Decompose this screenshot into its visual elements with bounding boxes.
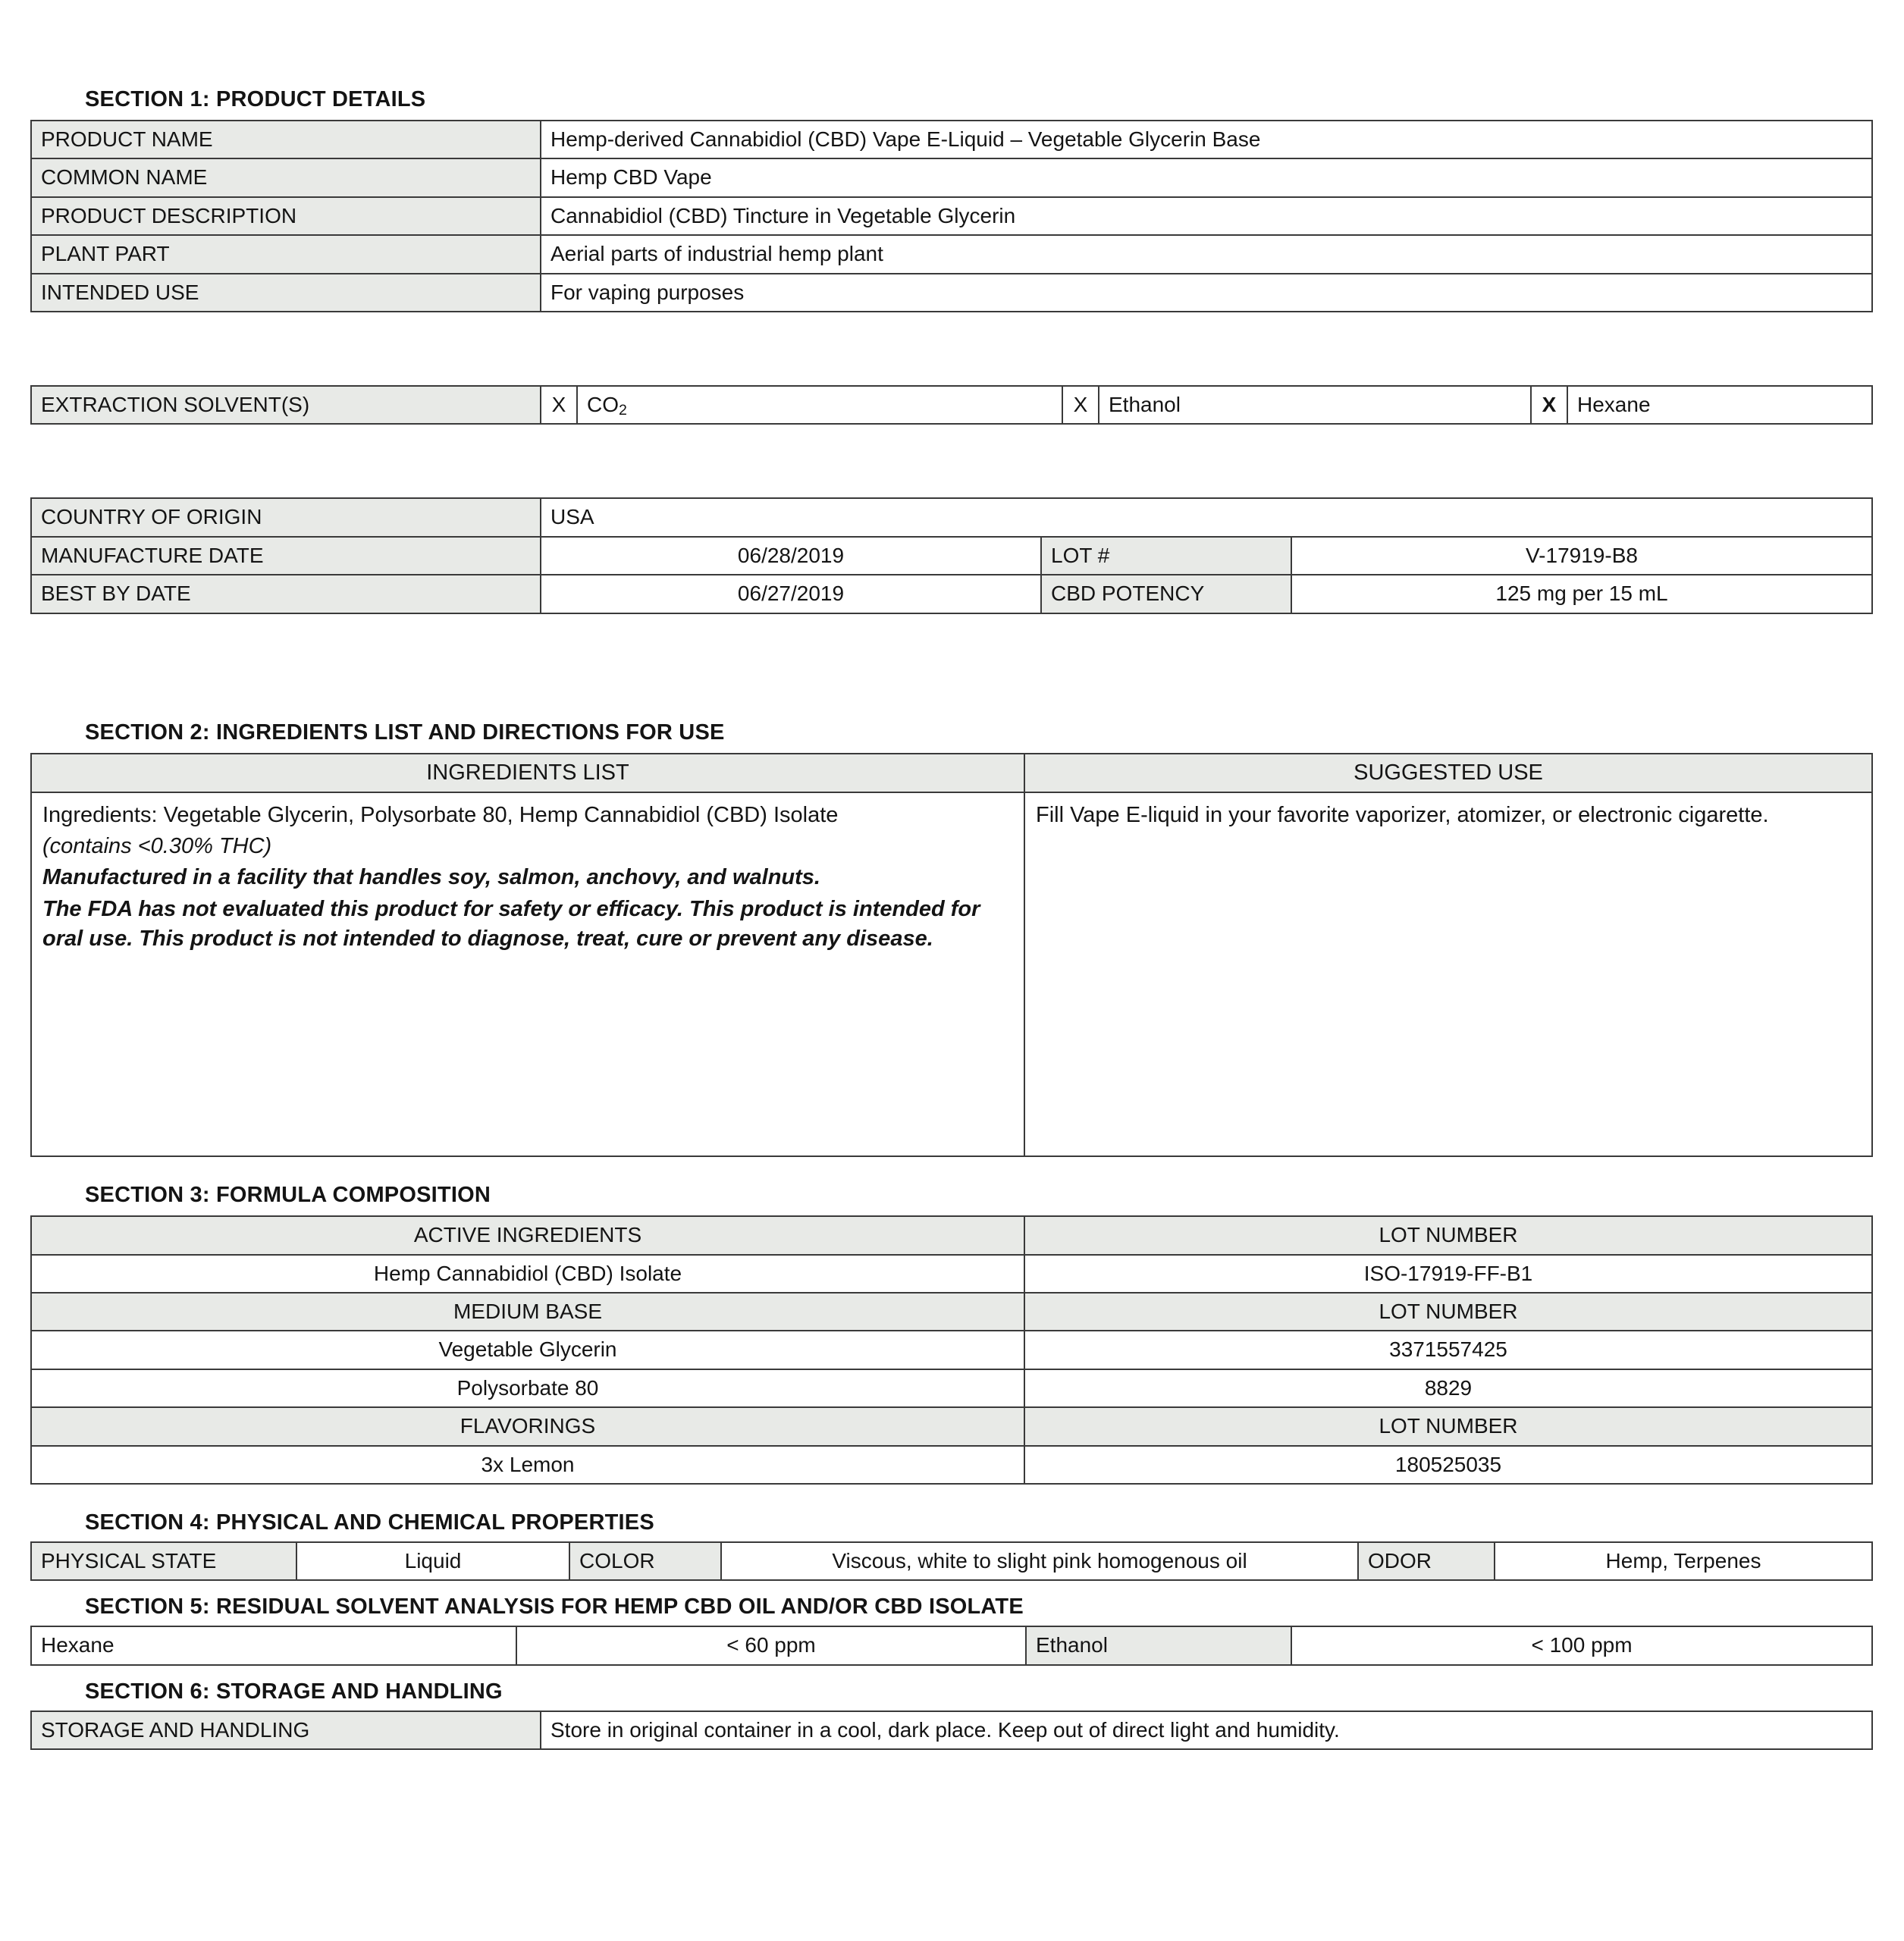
country-of-origin-value: USA	[541, 498, 1872, 536]
common-name-value: Hemp CBD Vape	[541, 158, 1872, 196]
best-by-date-label: BEST BY DATE	[31, 575, 541, 613]
table-row	[31, 754, 1872, 793]
medium-base-lot-2: 8829	[1024, 1369, 1872, 1407]
physical-state-value: Liquid	[296, 1542, 569, 1580]
suggested-use-text: Fill Vape E-liquid in your favorite vaporizer, atomizer, or electronic cigarette.	[1036, 803, 1769, 828]
table-row	[31, 792, 1872, 1156]
manufacture-date-label: MANUFACTURE DATE	[31, 537, 541, 575]
section-3-title: SECTION 3: FORMULA COMPOSITION	[85, 1183, 491, 1208]
color-label: COLOR	[569, 1542, 721, 1580]
extraction-solvents-table	[30, 385, 1873, 425]
solvent-co2-name: $CO_2$	[577, 386, 1062, 424]
flavoring-lot: 180525035	[1024, 1446, 1872, 1484]
flavorings-lot-number-header: LOT NUMBER	[1024, 1407, 1872, 1445]
manufacture-date-value: 06/28/2019	[541, 537, 1041, 575]
table-row	[31, 498, 1872, 536]
spacer	[30, 312, 1873, 385]
solvent-hexane-checkbox[interactable]: X	[1531, 386, 1567, 424]
spacer	[30, 1485, 1873, 1510]
ingredients-list-cell	[31, 792, 1024, 1156]
plant-part-value: Aerial parts of industrial hemp plant	[541, 235, 1872, 273]
solvent-2-label: Ethanol	[1026, 1626, 1291, 1664]
physical-chemical-table	[30, 1541, 1873, 1581]
plant-part-label: PLANT PART	[31, 235, 541, 273]
product-name-label: PRODUCT NAME	[31, 121, 541, 158]
solvent-co2-checkbox[interactable]: X	[541, 386, 577, 424]
ingredients-directions-table	[30, 753, 1873, 1158]
best-by-date-value: 06/27/2019	[541, 575, 1041, 613]
table-row	[31, 1542, 1872, 1580]
table-row	[31, 1369, 1872, 1407]
table-row	[31, 1293, 1872, 1331]
storage-handling-value: Store in original container in a cool, dark place. Keep out of direct light and humidity.	[541, 1711, 1872, 1749]
medium-base-header: MEDIUM BASE	[31, 1293, 1024, 1331]
product-description-label: PRODUCT DESCRIPTION	[31, 197, 541, 235]
product-description-value: Cannabidiol (CBD) Tincture in Vegetable Glycerin	[541, 197, 1872, 235]
solvent-1-label: Hexane	[31, 1626, 516, 1664]
spacer	[30, 425, 1873, 497]
lot-number-label: LOT #	[1041, 537, 1291, 575]
table-row	[31, 1626, 1872, 1664]
table-row	[31, 235, 1872, 273]
odor-value: Hemp, Terpenes	[1495, 1542, 1872, 1580]
table-row	[31, 158, 1872, 196]
section-1-title: SECTION 1: PRODUCT DETAILS	[85, 87, 426, 111]
lot-number-value: V-17919-B8	[1291, 537, 1872, 575]
country-of-origin-label: COUNTRY OF ORIGIN	[31, 498, 541, 536]
spacer	[30, 1666, 1873, 1679]
ingredients-allergen-note: Manufactured in a facility that handles soy, salmon, anchovy, and walnuts.	[42, 865, 820, 890]
solvent-ethanol-checkbox[interactable]: X	[1062, 386, 1099, 424]
physical-state-label: PHYSICAL STATE	[31, 1542, 296, 1580]
storage-handling-table	[30, 1711, 1873, 1750]
table-row	[31, 1446, 1872, 1484]
spacer	[30, 614, 1873, 720]
origin-dates-table	[30, 497, 1873, 613]
table-row	[31, 1331, 1872, 1369]
color-value: Viscous, white to slight pink homogenous oil	[721, 1542, 1358, 1580]
spacer	[30, 1157, 1873, 1183]
ingredients-thc-note: (contains <0.30% THC)	[42, 834, 272, 859]
medium-base-name-1: Vegetable Glycerin	[31, 1331, 1024, 1369]
active-ingredients-header: ACTIVE INGREDIENTS	[31, 1216, 1024, 1254]
formula-composition-table	[30, 1215, 1873, 1485]
active-lot-number-header: LOT NUMBER	[1024, 1216, 1872, 1254]
solvent-2-value: < 100 ppm	[1291, 1626, 1872, 1664]
active-ingredient-name: Hemp Cannabidiol (CBD) Isolate	[31, 1255, 1024, 1293]
table-row	[31, 197, 1872, 235]
table-row	[31, 537, 1872, 575]
cbd-potency-value: 125 mg per 15 mL	[1291, 575, 1872, 613]
section-2-title: SECTION 2: INGREDIENTS LIST AND DIRECTIONS FOR USE	[85, 720, 725, 745]
ingredients-list-header: INGREDIENTS LIST	[31, 754, 1024, 793]
table-row	[31, 1216, 1872, 1254]
solvent-hexane-name: Hexane	[1567, 386, 1872, 424]
co2-subscript: 2	[619, 402, 627, 419]
medium-base-name-2: Polysorbate 80	[31, 1369, 1024, 1407]
table-row	[31, 274, 1872, 312]
section-6-title: SECTION 6: STORAGE AND HANDLING	[85, 1679, 503, 1704]
table-row	[31, 121, 1872, 158]
section-4-title: SECTION 4: PHYSICAL AND CHEMICAL PROPERTIES	[85, 1510, 654, 1535]
table-row	[31, 1711, 1872, 1749]
solvent-ethanol-name: Ethanol	[1099, 386, 1531, 424]
table-row	[31, 1255, 1872, 1293]
extraction-solvents-label: EXTRACTION SOLVENT(S)	[31, 386, 541, 424]
intended-use-label: INTENDED USE	[31, 274, 541, 312]
storage-handling-label: STORAGE AND HANDLING	[31, 1711, 541, 1749]
medium-lot-number-header: LOT NUMBER	[1024, 1293, 1872, 1331]
ingredients-fda-disclaimer: The FDA has not evaluated this product for safety or efficacy. This product is intended for oral use. This product is not intended to diagnose, treat, cure or prevent any disease.	[42, 896, 980, 951]
odor-label: ODOR	[1358, 1542, 1495, 1580]
medium-base-lot-1: 3371557425	[1024, 1331, 1872, 1369]
solvent-1-value: < 60 ppm	[516, 1626, 1026, 1664]
suggested-use-header: SUGGESTED USE	[1024, 754, 1872, 793]
table-row	[31, 1407, 1872, 1445]
product-details-table	[30, 120, 1873, 312]
intended-use-value: For vaping purposes	[541, 274, 1872, 312]
cbd-potency-label: CBD POTENCY	[1041, 575, 1291, 613]
common-name-label: COMMON NAME	[31, 158, 541, 196]
product-name-value: Hemp-derived Cannabidiol (CBD) Vape E-Liquid – Vegetable Glycerin Base	[541, 121, 1872, 158]
residual-solvent-table	[30, 1626, 1873, 1665]
suggested-use-cell	[1024, 792, 1872, 1156]
spacer	[30, 1581, 1873, 1595]
document-content	[30, 87, 1873, 1750]
flavoring-name: 3x Lemon	[31, 1446, 1024, 1484]
section-5-title: SECTION 5: RESIDUAL SOLVENT ANALYSIS FOR HEMP CBD OIL AND/OR CBD ISOLATE	[85, 1595, 1024, 1620]
ingredients-main-text: Ingredients: Vegetable Glycerin, Polysorbate 80, Hemp Cannabidiol (CBD) Isolate	[42, 803, 839, 828]
flavorings-header: FLAVORINGS	[31, 1407, 1024, 1445]
table-row	[31, 386, 1872, 424]
table-row	[31, 575, 1872, 613]
active-ingredient-lot: ISO-17919-FF-B1	[1024, 1255, 1872, 1293]
